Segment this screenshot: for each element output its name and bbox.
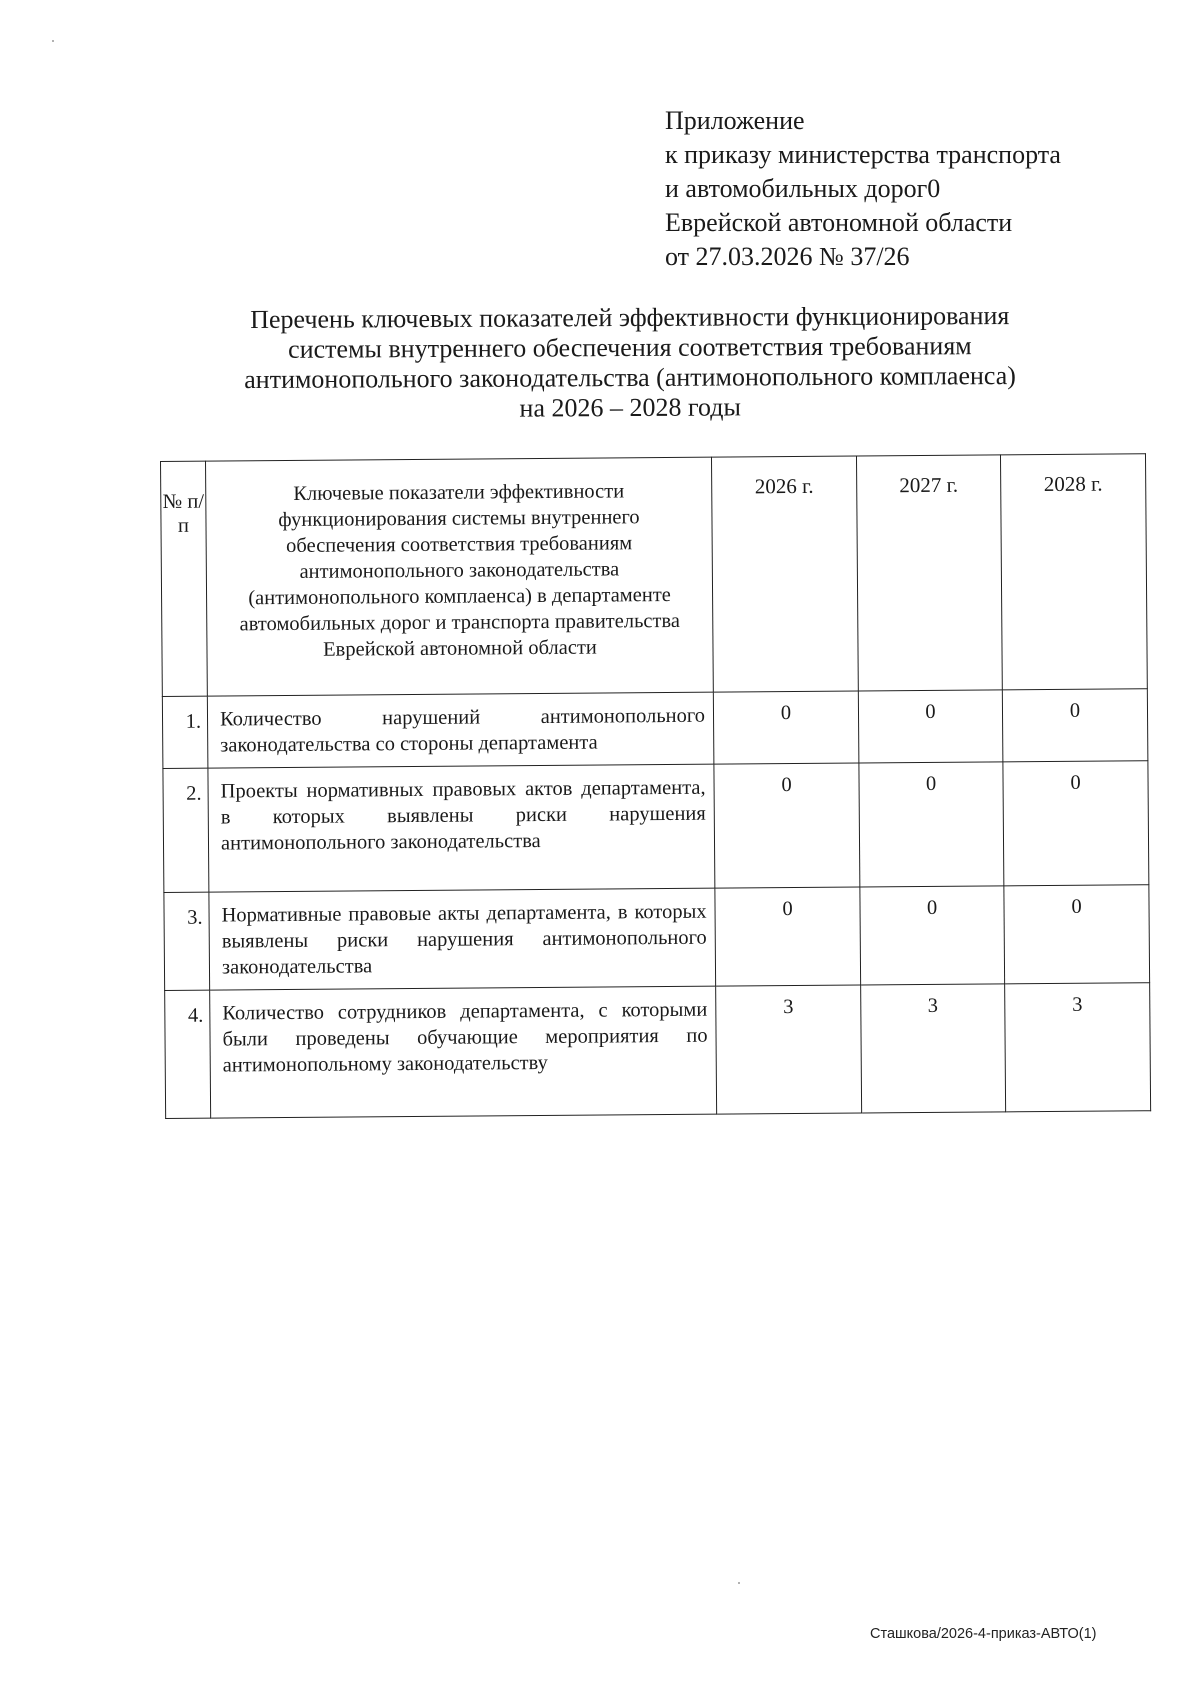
row-value-2027: 3 bbox=[861, 984, 1006, 1113]
row-num: 1. bbox=[162, 696, 208, 768]
table-row bbox=[164, 885, 1150, 991]
scan-artifact bbox=[738, 1582, 740, 1584]
row-value-2028: 3 bbox=[1005, 983, 1151, 1112]
header-indicator: Ключевые показатели эффективности функционирования системы внутреннего обеспечения соответствия требованиям антимонопольного законодательства (антимонопольного комплаенса) в департаменте автомобильных дорог и транспорта правительства Еврейской автономной области bbox=[206, 457, 714, 696]
appendix-line: к приказу министерства транспорта bbox=[665, 140, 1061, 169]
row-indicator: Нормативные правовые акты департамента, в которых выявлены риски нарушения антимонопольного законодательства bbox=[209, 888, 716, 990]
row-value-2027: 0 bbox=[859, 762, 1004, 887]
row-value-2028: 0 bbox=[1002, 689, 1148, 762]
table-row bbox=[163, 761, 1149, 893]
header-num: № п/п bbox=[161, 461, 208, 696]
row-value-2026: 0 bbox=[713, 691, 859, 764]
appendix-header bbox=[665, 104, 1165, 274]
row-value-2026: 0 bbox=[714, 763, 860, 888]
scan-artifact bbox=[52, 40, 54, 42]
row-indicator: Проекты нормативных правовых актов департамента, в которых выявлены риски нарушения антимонопольного законодательства bbox=[208, 764, 715, 892]
appendix-line: Приложение bbox=[665, 106, 805, 135]
row-indicator: Количество нарушений антимонопольного законодательства со стороны департамента bbox=[207, 692, 714, 768]
title-line: Перечень ключевых показателей эффективности функционирования bbox=[250, 301, 1010, 334]
title-line: антимонопольного законодательства (антимонопольного комплаенса) bbox=[244, 360, 1017, 395]
document-title bbox=[170, 301, 1091, 426]
header-year-2028: 2028 г. bbox=[1000, 454, 1147, 690]
row-value-2028: 0 bbox=[1003, 761, 1149, 886]
row-value-2026: 0 bbox=[715, 887, 861, 986]
row-num: 2. bbox=[163, 768, 209, 892]
header-year-2026: 2026 г. bbox=[711, 456, 858, 692]
table-header-row bbox=[161, 454, 1148, 697]
row-value-2026: 3 bbox=[716, 985, 862, 1114]
kpi-table bbox=[160, 453, 1151, 1119]
title-line: системы внутреннего обеспечения соответствия требованиям bbox=[288, 331, 972, 364]
table-row bbox=[162, 689, 1148, 769]
appendix-line: и автомобильных дорог0 bbox=[665, 174, 941, 203]
file-reference-footer: Сташкова/2026-4-приказ-АВТО(1) bbox=[870, 1626, 1097, 1642]
row-value-2027: 0 bbox=[858, 690, 1003, 763]
appendix-line: Еврейской автономной области bbox=[665, 208, 1013, 237]
row-value-2028: 0 bbox=[1004, 885, 1150, 984]
row-value-2027: 0 bbox=[860, 886, 1005, 985]
header-year-2027: 2027 г. bbox=[856, 455, 1002, 691]
kpi-table-container bbox=[160, 453, 1150, 1119]
row-num: 4. bbox=[165, 990, 211, 1118]
row-num: 3. bbox=[164, 892, 210, 990]
row-indicator: Количество сотрудников департамента, с которыми были проведены обучающие мероприятия по антимонопольному законодательству bbox=[210, 986, 717, 1118]
title-line: на 2026 – 2028 годы bbox=[519, 392, 742, 423]
table-row bbox=[165, 983, 1151, 1119]
appendix-line: от 27.03.2026 № 37/26 bbox=[665, 242, 910, 271]
